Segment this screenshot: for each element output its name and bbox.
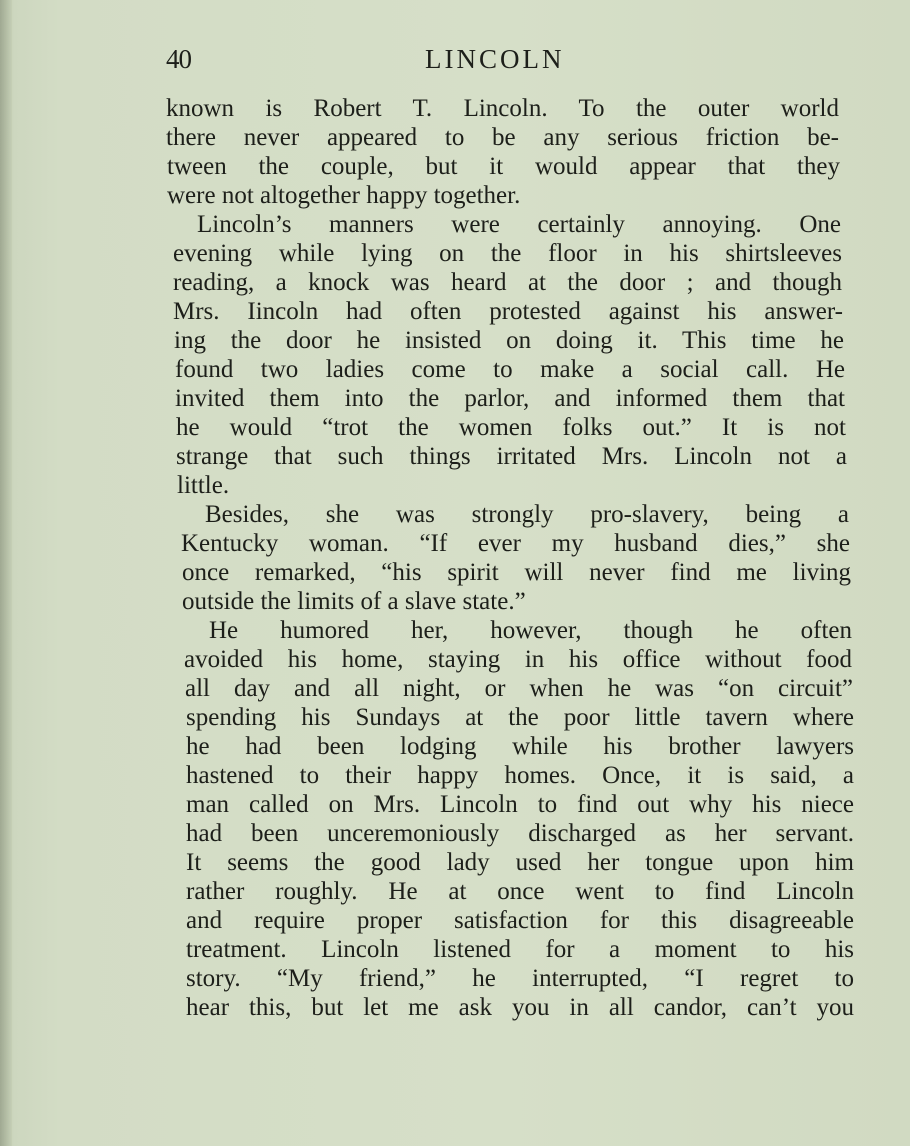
text-line: were not altogether happy together. [167, 182, 521, 209]
text-line: strange that such things irritated Mrs. Lincoln not a [176, 443, 847, 470]
text-line: outside the limits of a slave state.” [182, 588, 526, 615]
page-binding-edge [0, 0, 12, 1146]
text-line: there never appeared to be any serious friction be- [166, 124, 839, 151]
text-line: and require proper satisfaction for this disagreeable [186, 907, 854, 934]
text-line: invited them into the parlor, and informed them that [175, 385, 845, 412]
text-line: ing the door he insisted on doing it. This time he [174, 327, 844, 354]
text-line: evening while lying on the floor in his shirtsleeves [173, 240, 842, 267]
text-line: He humored her, however, though he often [209, 617, 852, 644]
text-line: hear this, but let me ask you in all candor, can’t you [186, 994, 854, 1021]
text-line: all day and all night, or when he was “on circuit” [185, 675, 853, 702]
text-line: once remarked, “his spirit will never find me living [182, 559, 851, 586]
text-line: he had been lodging while his brother lawyers [186, 733, 854, 760]
text-line: little. [177, 472, 230, 499]
text-line: Besides, she was strongly pro-slavery, being a [205, 501, 849, 528]
text-line: It seems the good lady used her tongue upon him [186, 849, 854, 876]
text-line: tween the couple, but it would appear that they [167, 153, 840, 180]
text-line: he would “trot the women folks out.” It is not [176, 414, 846, 441]
text-line: Mrs. Iincoln had often protested against his answer- [173, 298, 843, 325]
text-line: story. “My friend,” he interrupted, “I regret to [186, 965, 854, 992]
text-line: known is Robert T. Lincoln. To the outer world [166, 95, 839, 122]
text-line: found two ladies come to make a social call. He [175, 356, 845, 383]
text-line: Kentucky woman. “If ever my husband dies,” she [181, 530, 850, 557]
text-line: rather roughly. He at once went to find Lincoln [186, 878, 854, 905]
text-line: avoided his home, staying in his office without food [184, 646, 852, 673]
text-line: reading, a knock was heard at the door ; and though [173, 269, 842, 296]
text-line: spending his Sundays at the poor little tavern where [186, 704, 854, 731]
text-line: Lincoln’s manners were certainly annoying. One [197, 211, 841, 238]
text-line: hastened to their happy homes. Once, it is said, a [186, 762, 854, 789]
text-line: man called on Mrs. Lincoln to find out why his niece [186, 791, 854, 818]
running-head: LINCOLN [425, 44, 565, 74]
page-number: 40 [166, 44, 191, 74]
text-line: treatment. Lincoln listened for a moment to his [186, 936, 854, 963]
text-line: had been unceremoniously discharged as her servant. [186, 820, 854, 847]
